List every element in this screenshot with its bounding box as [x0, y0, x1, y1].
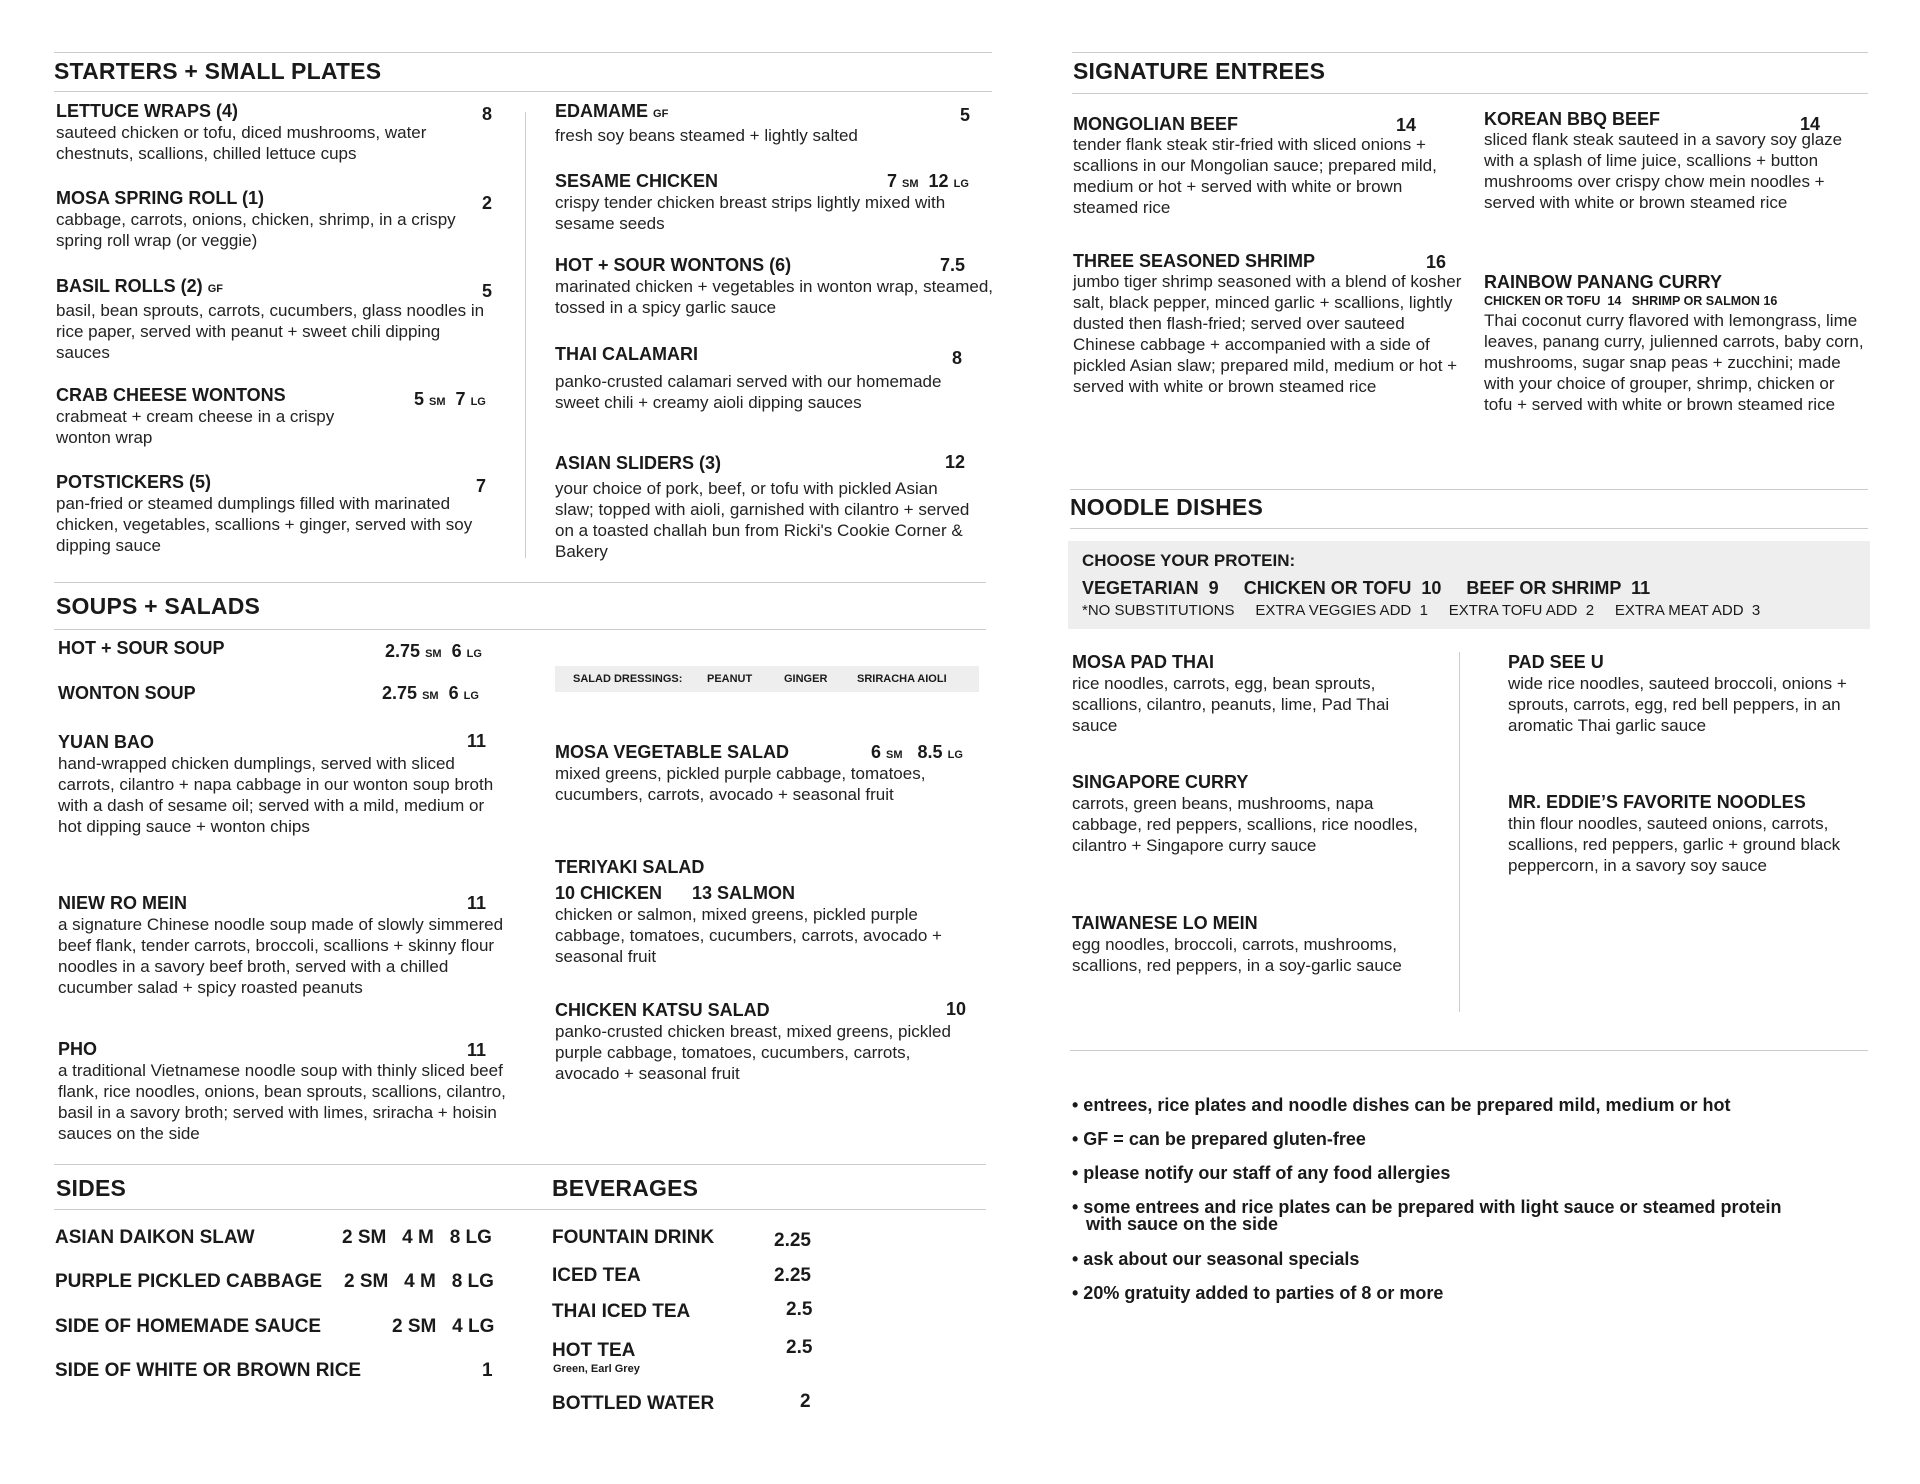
item-name: MOSA PAD THAI	[1072, 652, 1214, 672]
divider	[54, 582, 986, 583]
item-description: tender flank steak stir-fried with sliced onions + scallions in our Mongolian sauce; prepared mild, medium or hot + served with white or brown steamed rice	[1073, 135, 1437, 217]
item-price: 8	[952, 348, 963, 368]
item-price: 2	[482, 193, 493, 213]
item-name: HOT + SOUR SOUP	[58, 638, 225, 658]
divider	[1072, 52, 1868, 53]
item-description: chicken or salmon, mixed greens, pickled purple cabbage, tomatoes, cucumbers, carrots, avocado + seasonal fruit	[555, 905, 942, 966]
item-description: hand-wrapped chicken dumplings, served with sliced carrots, cilantro + napa cabbage in our wonton soup broth with a dash of sesame oil; served with a mild, medium or hot dipping sauce + wonton chips	[58, 754, 494, 836]
dressing-option: SRIRACHA AIOLI	[857, 673, 947, 685]
divider	[1072, 93, 1868, 94]
item-description: Thai coconut curry flavored with lemongrass, lime leaves, panang curry, julienned carrots, baby corn, mushrooms, sugar snap peas + zucchini; made with your choice of grouper, shrimp, chicken or tofu + served with white or brown steamed rice	[1484, 311, 1864, 414]
note-item: • please notify our staff of any food allergies	[1072, 1163, 1451, 1183]
item-description: jumbo tiger shrimp seasoned with a blend of kosher salt, black pepper, minced garlic + scallions, lightly dusted then flash-fried; served over sauteed Chinese cabbage + accompanied with a side of pickled Asian slaw; prepared mild, medium or hot + served with white or brown steamed rice	[1073, 272, 1462, 396]
item-name: POTSTICKERS (5)	[56, 472, 212, 492]
item-name: HOT + SOUR WONTONS (6)	[555, 255, 792, 275]
section-title-starters: STARTERS + SMALL PLATES	[54, 58, 382, 84]
item-name: PHO	[58, 1039, 98, 1059]
item-description: cabbage, carrots, onions, chicken, shrimp, in a crispy spring roll wrap (or veggie)	[56, 210, 456, 250]
item-name: MOSA SPRING ROLL (1)	[56, 188, 265, 208]
item-name: LETTUCE WRAPS (4)	[56, 101, 238, 121]
item-price-sizes: 5 SM 7 LG	[414, 389, 486, 409]
dressing-option: PEANUT	[707, 673, 753, 685]
item-price: 7.5	[940, 255, 966, 275]
protein-choice-box	[1068, 541, 1870, 629]
menu-item	[58, 1038, 508, 1144]
item-price-sizes: 2.75 SM 6 LG	[382, 683, 479, 703]
item-price: 12	[945, 452, 966, 472]
menu-item	[555, 100, 975, 146]
item-name: WONTON SOUP	[58, 683, 196, 703]
section-title-entrees: SIGNATURE ENTREES	[1073, 58, 1326, 84]
section-title-soups: SOUPS + SALADS	[56, 593, 261, 619]
menu-item	[1072, 651, 1432, 736]
beverage-price: 2.5	[786, 1299, 813, 1320]
item-price: 11	[467, 1040, 487, 1060]
side-item-prices: 2 SM 4 LG	[392, 1316, 495, 1337]
beverage-price: 2	[800, 1391, 811, 1412]
item-price-sizes: 2.75 SM 6 LG	[385, 641, 482, 661]
item-price-sizes: 6 SM 8.5 LG	[871, 742, 963, 762]
item-description: crispy tender chicken breast strips lightly mixed with sesame seeds	[555, 193, 946, 233]
item-name: SINGAPORE CURRY	[1072, 772, 1249, 792]
item-name: PAD SEE U	[1508, 652, 1604, 672]
item-price: 11	[467, 731, 487, 751]
note-item: • entrees, rice plates and noodle dishes can be prepared mild, medium or hot	[1072, 1095, 1731, 1115]
column-divider	[1459, 652, 1460, 1012]
item-price: 8	[482, 104, 493, 124]
item-description: wide rice noodles, sauteed broccoli, onions + sprouts, carrots, egg, red bell peppers, in an aromatic Thai garlic sauce	[1508, 674, 1847, 735]
note-item: • ask about our seasonal specials	[1072, 1249, 1360, 1269]
dressings-label: SALAD DRESSINGS:	[573, 673, 683, 685]
item-description: a signature Chinese noodle soup made of slowly simmered beef flank, tender carrots, broccoli, scallions + skinny flour noodles in a savory beef broth, served with a chilled cucumber salad + spicy roasted peanuts	[58, 915, 504, 997]
item-description: a traditional Vietnamese noodle soup with thinly sliced beef flank, rice noodles, onions, bean sprouts, scallions, cilantro, basil in a savory broth; served with limes, sriracha + hoisin sauces on the side	[58, 1061, 506, 1143]
item-description: sliced flank steak sauteed in a savory soy glaze with a splash of lime juice, scallions + button mushrooms over crispy chow mein noodles + served with white or brown steamed rice	[1484, 130, 1843, 212]
gf-tag: GF	[207, 283, 223, 295]
item-name: NIEW RO MEIN	[58, 893, 187, 913]
item-price: 5	[960, 105, 971, 125]
menu-item	[56, 471, 476, 556]
side-item-name: SIDE OF WHITE OR BROWN RICE	[55, 1360, 362, 1381]
note-item: • some entrees and rice plates can be prepared with light sauce or steamed protein	[1072, 1197, 1782, 1217]
protein-options: VEGETARIAN 9 CHICKEN OR TOFU 10 BEEF OR SHRIMP 11	[1082, 578, 1651, 598]
item-description: basil, bean sprouts, carrots, cucumbers, glass noodles in rice paper, served with peanut + sweet chili dipping sauces	[56, 301, 485, 362]
item-name: TAIWANESE LO MEIN	[1072, 913, 1258, 933]
menu-item	[1072, 771, 1432, 856]
item-price: 14	[1800, 114, 1821, 134]
menu-item	[1508, 791, 1868, 876]
divider	[1070, 489, 1868, 490]
side-item-name: PURPLE PICKLED CABBAGE	[55, 1271, 323, 1292]
note-item: • GF = can be prepared gluten-free	[1072, 1129, 1366, 1149]
divider	[54, 1209, 986, 1210]
item-description: egg noodles, broccoli, carrots, mushrooms, scallions, red peppers, in a soy-garlic sauce	[1072, 935, 1402, 975]
note-item: • 20% gratuity added to parties of 8 or more	[1072, 1283, 1444, 1303]
menu-item	[1072, 912, 1412, 976]
menu-item	[555, 254, 995, 318]
beverage-name: ICED TEA	[552, 1265, 641, 1286]
item-price-options: CHICKEN OR TOFU 14 SHRIMP OR SALMON 16	[1484, 294, 1778, 308]
beverage-price: 2.25	[774, 1265, 811, 1286]
gf-tag: GF	[653, 108, 669, 120]
item-price: 7	[476, 476, 487, 496]
menu-item	[56, 384, 386, 448]
menu-item	[58, 892, 508, 998]
item-description: thin flour noodles, sauteed onions, carrots, scallions, red peppers, garlic + ground black peppercorn, in a savory soy sauce	[1508, 814, 1841, 875]
divider	[54, 52, 992, 53]
protein-extras: *NO SUBSTITUTIONS EXTRA VEGGIES ADD 1 EXTRA TOFU ADD 2 EXTRA MEAT ADD 3	[1082, 602, 1761, 619]
item-name: BASIL ROLLS (2) GF	[56, 276, 223, 296]
salad-dressings-bar	[555, 666, 979, 692]
menu-item	[555, 856, 965, 967]
menu-item	[58, 637, 225, 659]
item-description: panko-crusted calamari served with our homemade sweet chili + creamy aioli dipping sauces	[555, 372, 942, 412]
side-item-prices: 2 SM 4 M 8 LG	[342, 1227, 492, 1248]
item-name: ASIAN SLIDERS (3)	[555, 453, 722, 473]
item-price: 16	[1426, 252, 1447, 272]
item-price-sizes: 7 SM 12 LG	[887, 171, 969, 191]
beverage-name: FOUNTAIN DRINK	[552, 1227, 715, 1248]
menu-item	[1073, 251, 1468, 397]
item-name: KOREAN BBQ BEEF	[1484, 109, 1661, 129]
dressing-option: GINGER	[784, 673, 828, 685]
beverage-name: HOT TEA	[552, 1340, 636, 1361]
menu-item	[56, 187, 496, 251]
divider	[1070, 1050, 1868, 1051]
beverage-price: 2.5	[786, 1337, 813, 1358]
item-name: CRAB CHEESE WONTONS	[56, 385, 286, 405]
item-description: mixed greens, pickled purple cabbage, tomatoes, cucumbers, carrots, avocado + seasonal fruit	[555, 764, 926, 804]
item-description: carrots, green beans, mushrooms, napa cabbage, red peppers, scallions, rice noodles, cilantro + Singapore curry sauce	[1072, 794, 1418, 855]
item-price: 14	[1396, 115, 1417, 135]
item-name: MR. EDDIE’S FAVORITE NOODLES	[1508, 792, 1806, 812]
menu-item	[555, 999, 975, 1084]
protein-heading: CHOOSE YOUR PROTEIN:	[1082, 551, 1296, 570]
item-name: EDAMAME GF	[555, 101, 669, 121]
menu-item	[1484, 272, 1864, 415]
menu-item	[555, 343, 975, 413]
menu-item	[1508, 651, 1848, 736]
item-price-options: 10 CHICKEN 13 SALMON	[555, 883, 796, 903]
divider	[54, 91, 992, 92]
item-name: THAI CALAMARI	[555, 344, 698, 364]
item-price: 11	[467, 893, 487, 913]
item-price: 10	[946, 999, 967, 1019]
item-name: RAINBOW PANANG CURRY	[1484, 272, 1722, 292]
item-name: MOSA VEGETABLE SALAD	[555, 742, 790, 762]
beverage-price: 2.25	[774, 1230, 811, 1251]
item-description: fresh soy beans steamed + lightly salted	[555, 126, 858, 145]
column-divider	[525, 112, 526, 558]
divider	[54, 1164, 986, 1165]
menu-item	[58, 731, 508, 837]
section-title-sides: SIDES	[56, 1175, 127, 1201]
item-name: TERIYAKI SALAD	[555, 857, 705, 877]
item-name: YUAN BAO	[58, 732, 155, 752]
item-name: THREE SEASONED SHRIMP	[1073, 251, 1316, 271]
item-description: marinated chicken + vegetables in wonton wrap, steamed, tossed in a spicy garlic sauce	[555, 277, 993, 317]
side-item-prices: 1	[482, 1360, 493, 1381]
item-description: your choice of pork, beef, or tofu with pickled Asian slaw; topped with aioli, garnished with cilantro + served on a toasted challah bun from Ricki's Cookie Corner & Bakery	[555, 479, 970, 561]
menu-item	[58, 682, 196, 704]
menu-item	[56, 275, 486, 363]
item-name: SESAME CHICKEN	[555, 171, 719, 191]
item-description: rice noodles, carrots, egg, bean sprouts, scallions, cilantro, peanuts, lime, Pad Thai sauce	[1072, 674, 1390, 735]
item-name: CHICKEN KATSU SALAD	[555, 1000, 770, 1020]
divider	[1070, 528, 1868, 529]
item-price: 5	[482, 281, 493, 301]
menu-item	[555, 452, 975, 562]
side-item-name: ASIAN DAIKON SLAW	[55, 1227, 255, 1248]
side-item-prices: 2 SM 4 M 8 LG	[344, 1271, 494, 1292]
beverage-name: BOTTLED WATER	[552, 1393, 715, 1414]
item-description: pan-fried or steamed dumplings filled with marinated chicken, vegetables, scallions + ginger, served with soy dipping sauce	[56, 494, 473, 555]
side-item-name: SIDE OF HOMEMADE SAUCE	[55, 1316, 322, 1337]
beverage-name: THAI ICED TEA	[552, 1301, 691, 1322]
section-title-noodles: NOODLE DISHES	[1070, 494, 1264, 520]
item-description: crabmeat + cream cheese in a crispy wonton wrap	[56, 407, 335, 447]
item-description: sauteed chicken or tofu, diced mushrooms, water chestnuts, scallions, chilled lettuce cups	[56, 123, 427, 163]
divider	[54, 629, 986, 630]
item-name: MONGOLIAN BEEF	[1073, 114, 1238, 134]
item-description: panko-crusted chicken breast, mixed greens, pickled purple cabbage, tomatoes, cucumbers, carrots, avocado + seasonal fruit	[555, 1022, 951, 1083]
section-title-beverages: BEVERAGES	[552, 1175, 699, 1201]
note-item-continued: with sauce on the side	[1086, 1214, 1279, 1234]
menu-item	[56, 100, 496, 164]
beverage-note: Green, Earl Grey	[553, 1363, 640, 1375]
